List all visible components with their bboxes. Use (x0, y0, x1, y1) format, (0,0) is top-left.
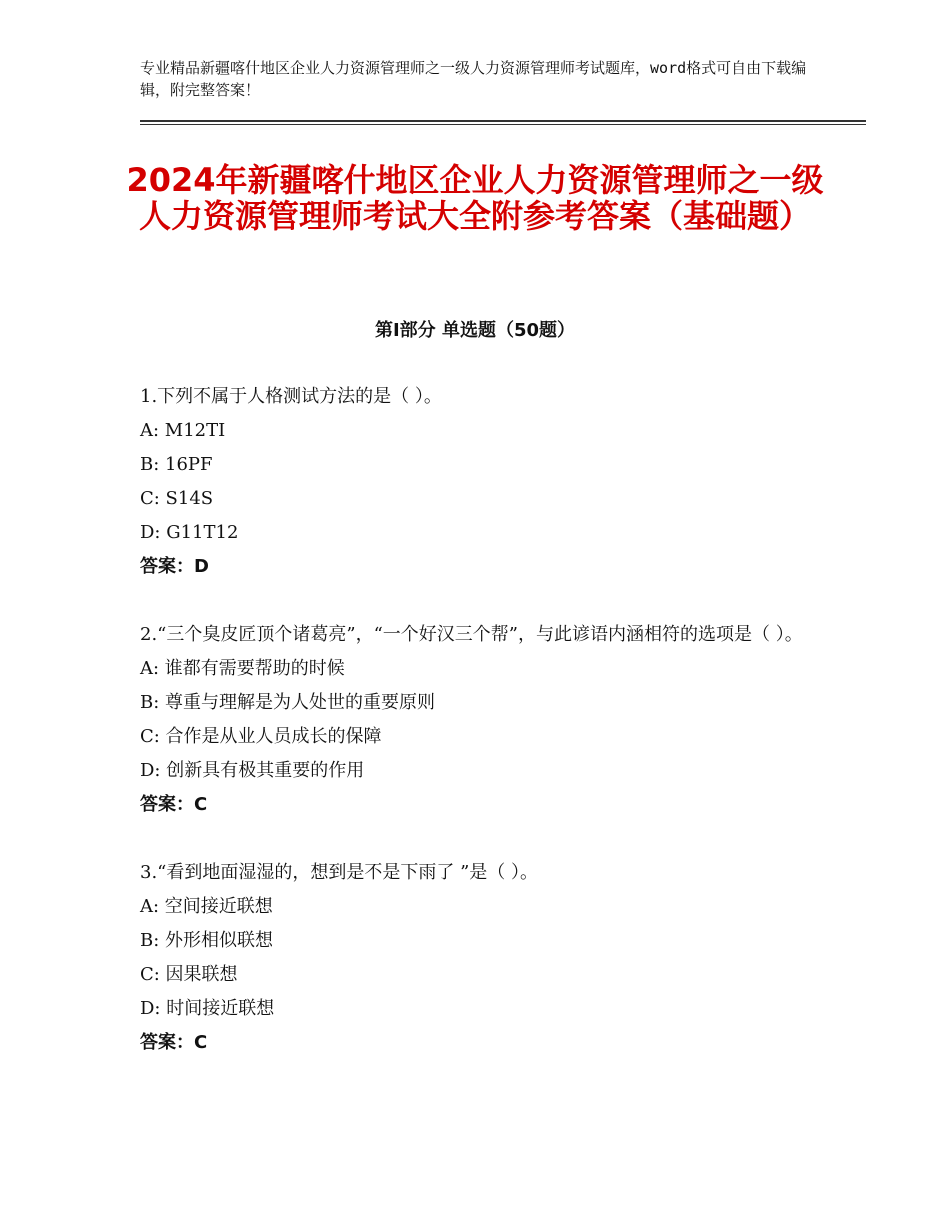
question-option: B: 16PF (140, 454, 213, 475)
question-option: C: 合作是从业人员成长的保障 (140, 726, 382, 747)
question-option: C: S14S (140, 488, 214, 509)
section-title: 第Ⅰ部分 单选题（50题） (374, 320, 575, 341)
question-option: A: 空间接近联想 (140, 896, 273, 917)
question-list (140, 380, 810, 1094)
question-stem: 1.下列不属于人格测试方法的是（ ）。 (140, 386, 442, 407)
question-item (140, 618, 810, 822)
question-option: B: 外形相似联想 (140, 930, 274, 951)
question-item (140, 380, 810, 584)
question-option: D: 创新具有极其重要的作用 (140, 760, 365, 781)
question-option: A: 谁都有需要帮助的时候 (140, 658, 345, 679)
header-note: 专业精品新疆喀什地区企业人力资源管理师之一级人力资源管理师考试题库，word格式可自由下载编辑，附完整答案！ (140, 59, 807, 99)
question-option: A: M12TI (140, 420, 226, 441)
question-option: D: G11T12 (140, 522, 239, 543)
question-answer: 答案：C (140, 794, 208, 815)
question-option: B: 尊重与理解是为人处世的重要原则 (140, 692, 436, 713)
question-option: C: 因果联想 (140, 964, 238, 985)
header-rule-thin (140, 124, 866, 125)
question-answer: 答案：D (140, 556, 209, 577)
document-title: 2024年新疆喀什地区企业人力资源管理师之一级人力资源管理师考试大全附参考答案（基础题） (126, 161, 824, 235)
question-option: D: 时间接近联想 (140, 998, 275, 1019)
header-rule (140, 120, 866, 122)
question-answer: 答案：C (140, 1032, 208, 1053)
question-stem: 2.“三个臭皮匠顶个诸葛亮”，“一个好汉三个帮”，与此谚语内涵相符的选项是（ ）。 (140, 624, 803, 645)
question-item (140, 856, 810, 1060)
question-stem: 3.“看到地面湿湿的，想到是不是下雨了 ”是（ ）。 (140, 862, 539, 883)
